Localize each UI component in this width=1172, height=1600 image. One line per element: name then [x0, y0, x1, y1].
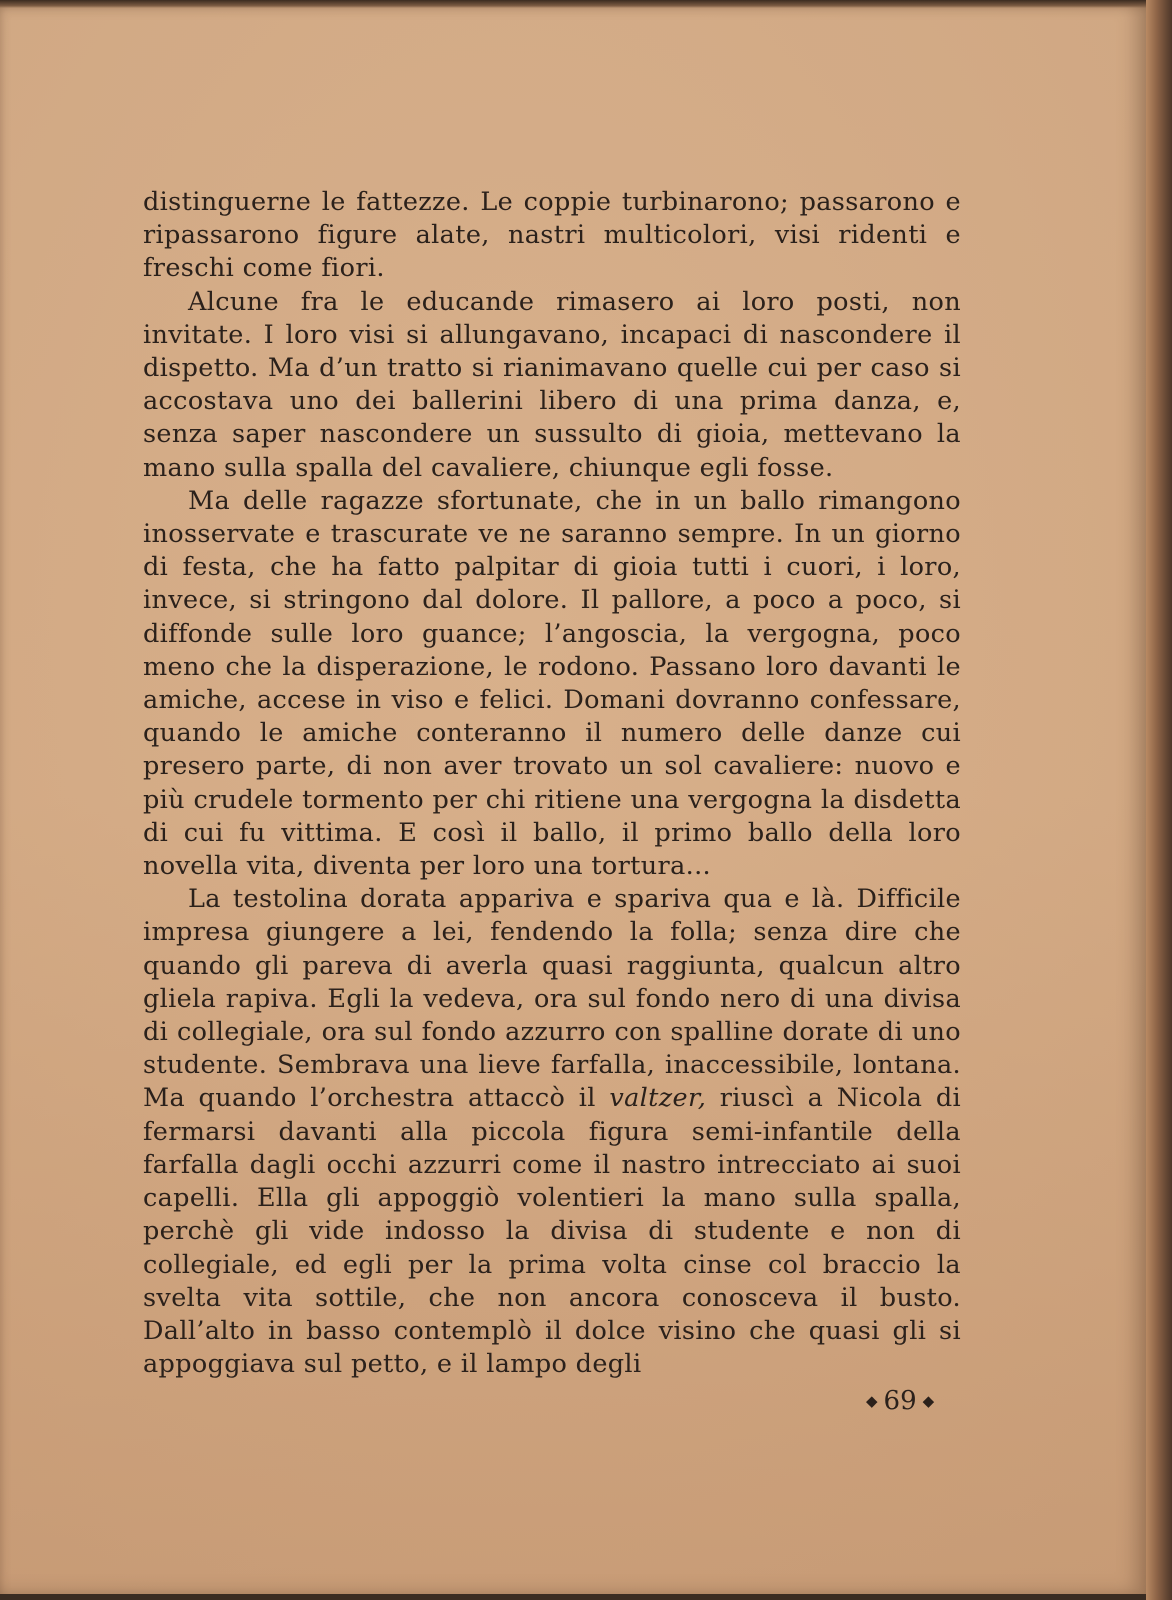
page-top-edge: [0, 0, 1150, 8]
paragraph: distinguerne le fattezze. Le coppie turbinarono; passarono e ripassarono figure alate, nastri multicolori, visi ridenti e freschi come fiori.: [143, 187, 961, 284]
paragraph: Alcune fra le educande rimasero ai loro posti, non invitate. I loro visi si allungavano, incapaci di nascondere il dispetto. Ma d’un tratto si rianimavano quelle cui per caso si accostava uno dei ballerini libero di una prima danza, e, senza saper nascondere un sussulto di gioia, mettevano la mano sulla spalla del cavaliere, chiunque egli fosse.: [143, 286, 961, 483]
page-number-value: 69: [883, 1386, 917, 1416]
paragraph: [143, 883, 961, 1381]
paragraph-text: riuscì a Nicola di fermarsi davanti alla piccola figura semi-infantile della farfalla dagli occhi azzurri come il nastro intrecciato ai suoi capelli. Ella gli appoggiò volentieri la mano sulla spalla, perchè gli vide indosso la divisa di studente e non di collegiale, ed egli per la prima volta cinse col braccio la svelta vita sottile, che non ancora conosceva il busto. Dall’alto in basso contemplò il dolce visino che quasi gli si appoggiava sul petto, e il lampo degli: [143, 1083, 961, 1380]
body-text: [143, 186, 961, 1381]
page-fore-edge: [1146, 0, 1172, 1600]
paragraph-text: La testolina dorata appariva e spariva qua e là. Difficile impresa giungere a lei, fendendo la folla; senza dire che quando gli pareva di averla quasi raggiunta, qualcun altro gliela rapiva. Egli la vedeva, ora sul fondo nero di una divisa di collegiale, ora sul fondo azzurro con spalline dorate di uno studente. Sembrava una lieve farfalla, inaccessibile, lontana. Ma quando l’orchestra attaccò il: [143, 884, 961, 1114]
italic-word: valtzer,: [609, 1083, 707, 1114]
paragraph: Ma delle ragazze sfortunate, che in un ballo rimangono inosservate e trascurate ve ne saranno sempre. In un giorno di festa, che ha fatto palpitar di gioia tutti i cuori, i loro, invece, si stringono dal dolore. Il pallore, a poco a poco, si diffonde sulle loro guance; l’angoscia, la vergogna, poco meno che la disperazione, le rodono. Passano loro davanti le amiche, accese in viso e felici. Domani dovranno confessare, quando le amiche conteranno il numero delle danze cui presero parte, di non aver trovato un sol cavaliere: nuovo e più crudele tormento per chi ritiene una vergogna la disdetta di cui fu vittima. E così il ballo, il primo ballo della loro novella vita, diventa per loro una tortura...: [143, 485, 961, 882]
diamond-ornament-icon: ◆: [922, 1392, 935, 1410]
page-number: [860, 1386, 940, 1416]
diamond-ornament-icon: ◆: [866, 1392, 878, 1410]
